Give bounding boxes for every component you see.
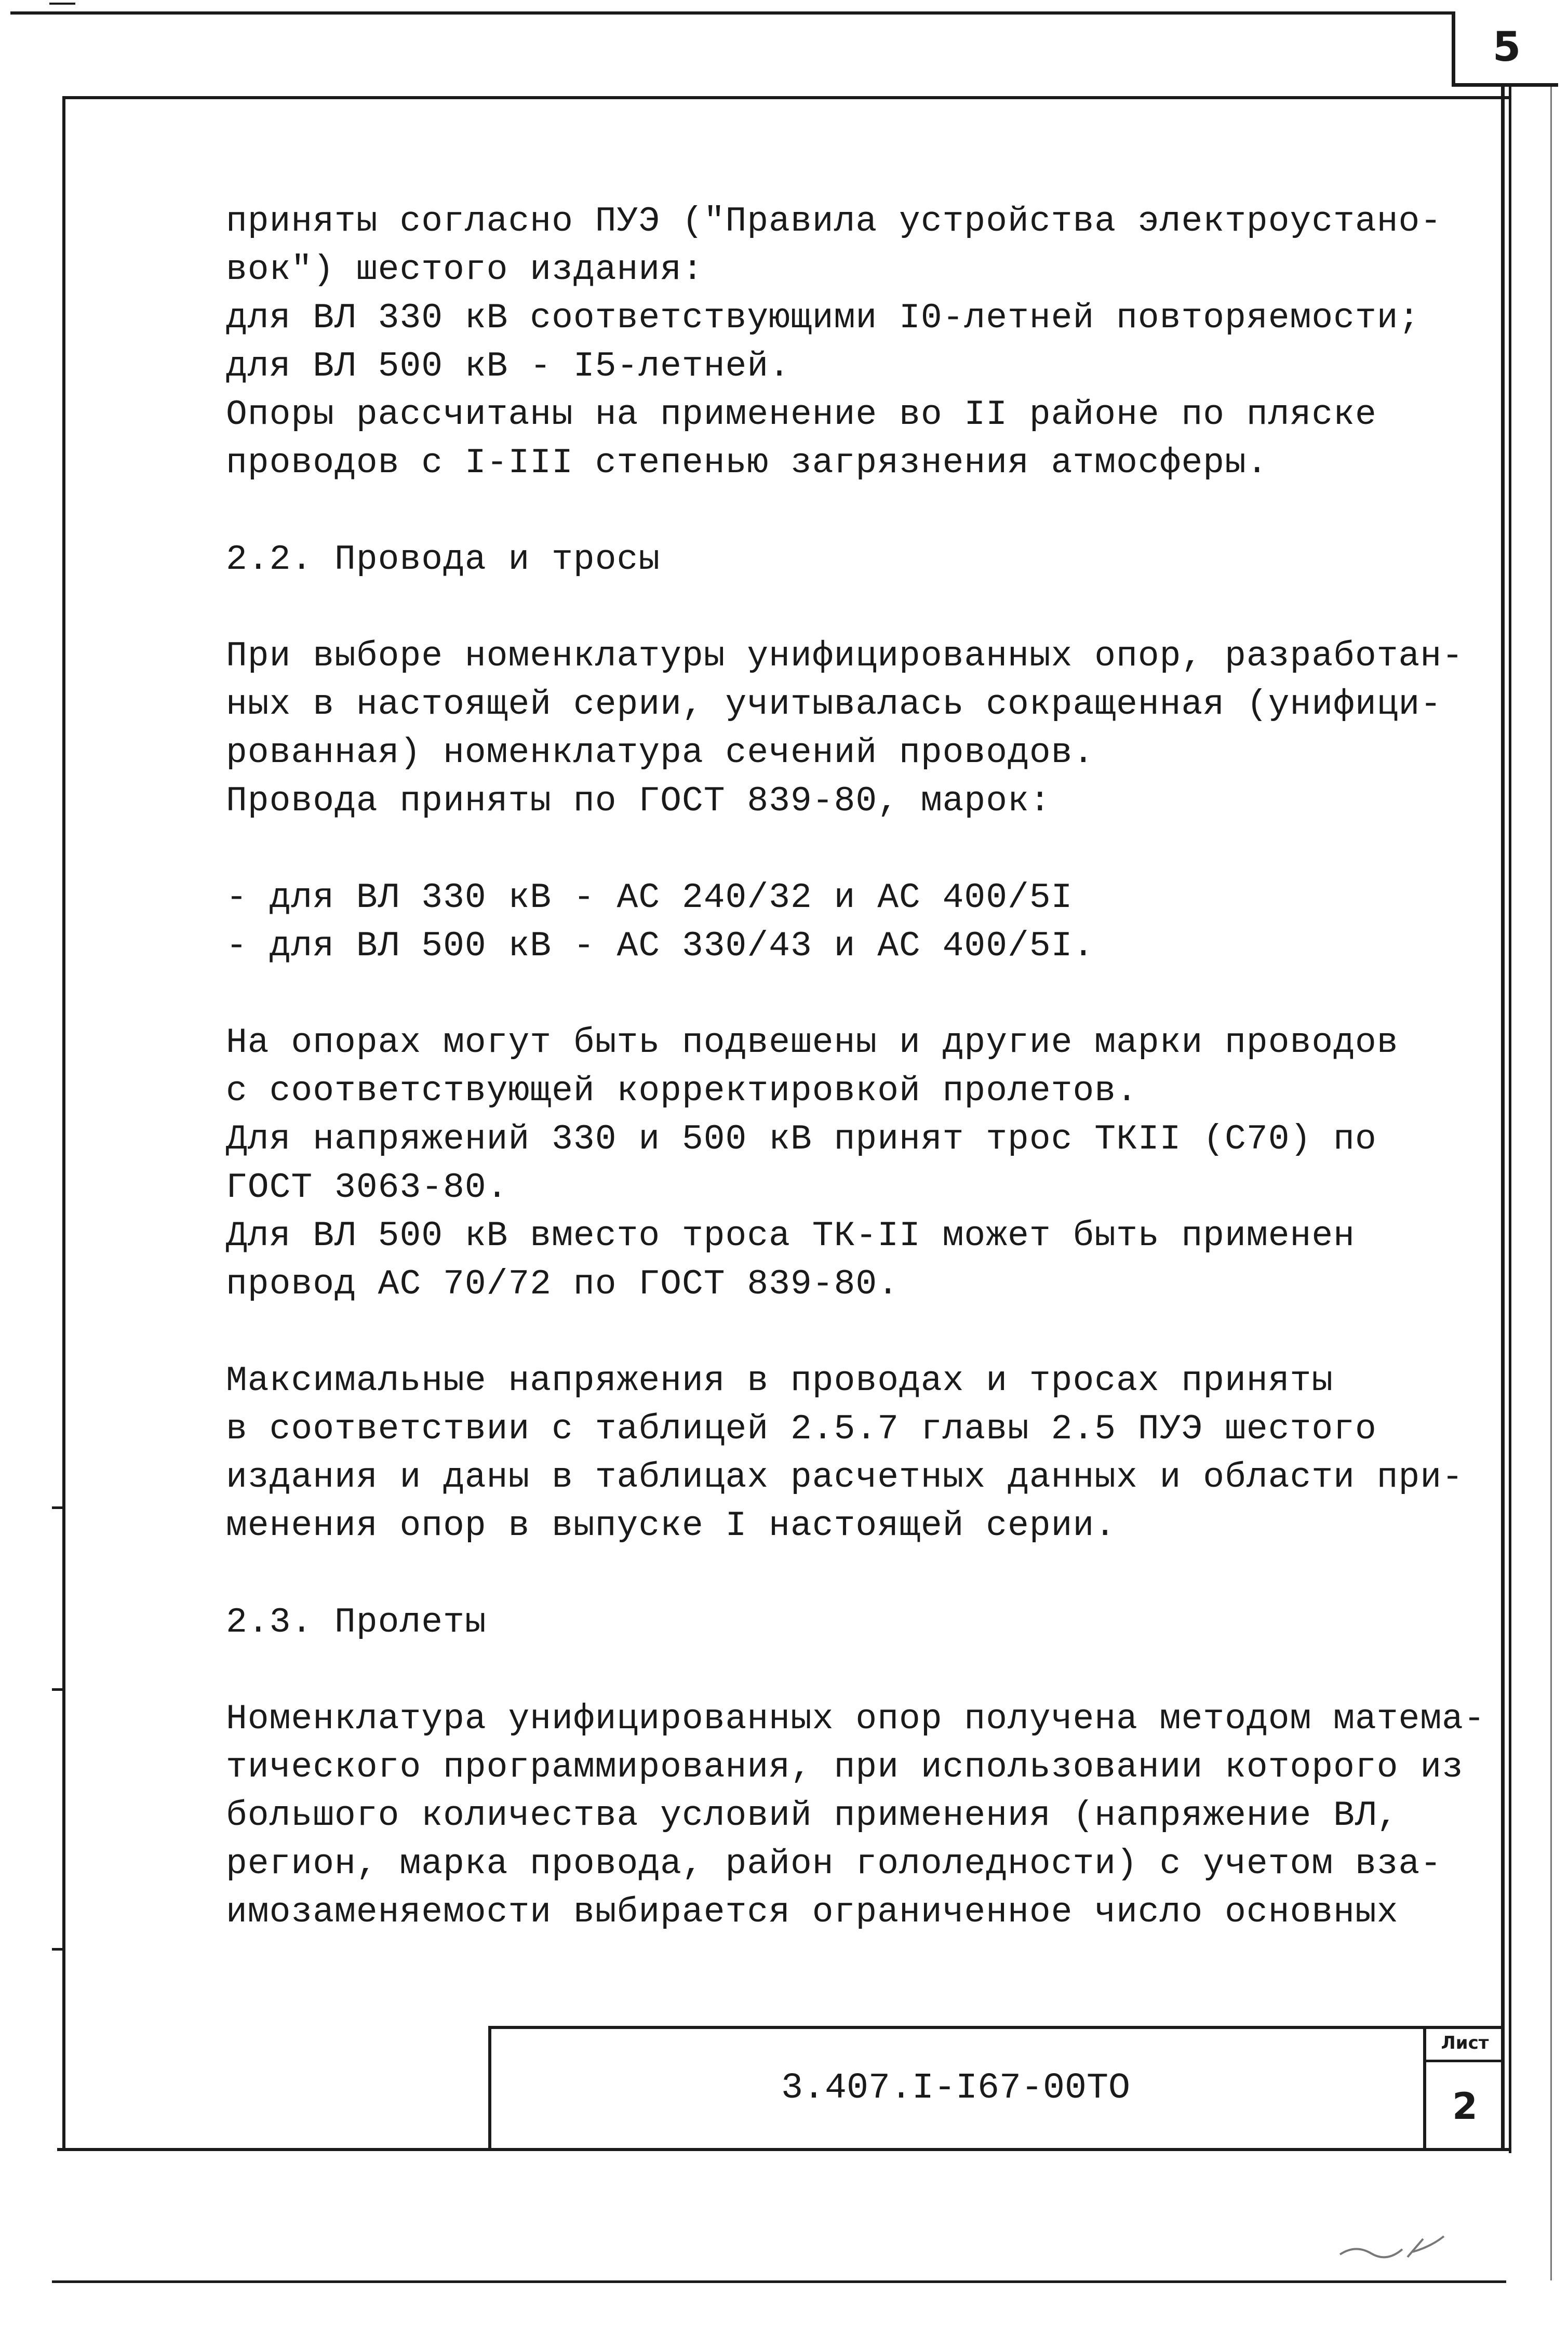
text-line: приняты согласно ПУЭ ("Правила устройства электроустано- — [226, 202, 1442, 242]
text-line: провод АС 70/72 по ГОСТ 839-80. — [226, 1264, 900, 1304]
list-item: - для ВЛ 330 кВ - АС 240/32 и АС 400/5I — [226, 878, 1073, 918]
text-line: ГОСТ 3063-80. — [226, 1168, 508, 1208]
frame-outer-right-line — [1509, 83, 1511, 2153]
page-bottom-line — [52, 2280, 1506, 2283]
frame-right-line — [1501, 83, 1505, 2151]
frame-top-line — [62, 96, 1511, 99]
binding-tick — [52, 1688, 65, 1691]
text-line: менения опор в выпуске I настоящей серии. — [226, 1506, 1117, 1546]
text-line: ных в настоящей серии, учитывалась сокращенная (унифици- — [226, 685, 1442, 725]
top-border-line — [10, 11, 1454, 15]
page-edge-right-line — [1550, 83, 1552, 2280]
text-line: Для напряжений 330 и 500 кВ принят трос ТКII (С70) по — [226, 1119, 1377, 1159]
frame-left-line — [62, 96, 65, 2148]
text-line: большого количества условий применения (напряжение ВЛ, — [226, 1796, 1399, 1836]
text-line: Для ВЛ 500 кВ вместо троса ТК-II может быть применен — [226, 1216, 1355, 1256]
text-line: тического программирования, при использовании которого из — [226, 1747, 1464, 1787]
binding-tick — [52, 1506, 65, 1509]
section-heading: 2.2. Провода и тросы — [226, 540, 661, 580]
text-line: Номенклатура унифицированных опор получена методом матема- — [226, 1699, 1485, 1739]
text-line: в соответствии с таблицей 2.5.7 главы 2.5 ПУЭ шестого — [226, 1409, 1377, 1449]
document-code: 3.407.I-I67-00ТО — [781, 2067, 1131, 2109]
list-item: - для ВЛ 500 кВ - АС 330/43 и АС 400/5I. — [226, 926, 1095, 966]
text-line: Максимальные напряжения в проводах и тросах приняты — [226, 1361, 1334, 1401]
text-line: имозаменяемости выбирается ограниченное число основных — [226, 1892, 1399, 1932]
sheet-number: 2 — [1452, 2085, 1478, 2128]
section-heading: 2.3. Пролеты — [226, 1603, 487, 1643]
text-line: регион, марка провода, район гололедности) с учетом вза- — [226, 1844, 1442, 1884]
text-line: На опорах могут быть подвешены и другие марки проводов — [226, 1023, 1399, 1063]
text-line: вок") шестого издания: — [226, 250, 704, 290]
binding-tick — [52, 1948, 65, 1951]
text-line: для ВЛ 330 кВ соответствующими I0-летней повторяемости; — [226, 298, 1420, 338]
top-short-mark — [49, 3, 75, 5]
document-body — [226, 197, 1485, 1937]
text-line: рованная) номенклатура сечений проводов. — [226, 733, 1095, 773]
handwritten-mark — [1335, 2228, 1449, 2265]
text-line: проводов с I-III степенью загрязнения атмосферы. — [226, 443, 1268, 483]
text-line: Опоры рассчитаны на применение во II районе по пляске — [226, 395, 1377, 435]
sheet-label: Лист — [1426, 2026, 1504, 2062]
text-line: При выборе номенклатуры унифицированных опор, разработан- — [226, 636, 1464, 676]
sheet-number-cell — [1423, 2026, 1504, 2151]
text-line: с соответствующей корректировкой пролетов. — [226, 1071, 1138, 1111]
text-line: Провода приняты по ГОСТ 839-80, марок: — [226, 781, 1051, 821]
text-line: для ВЛ 500 кВ - I5-летней. — [226, 346, 790, 386]
text-line: издания и даны в таблицах расчетных данных и области при- — [226, 1458, 1464, 1498]
page-corner-number: 5 — [1452, 11, 1558, 87]
